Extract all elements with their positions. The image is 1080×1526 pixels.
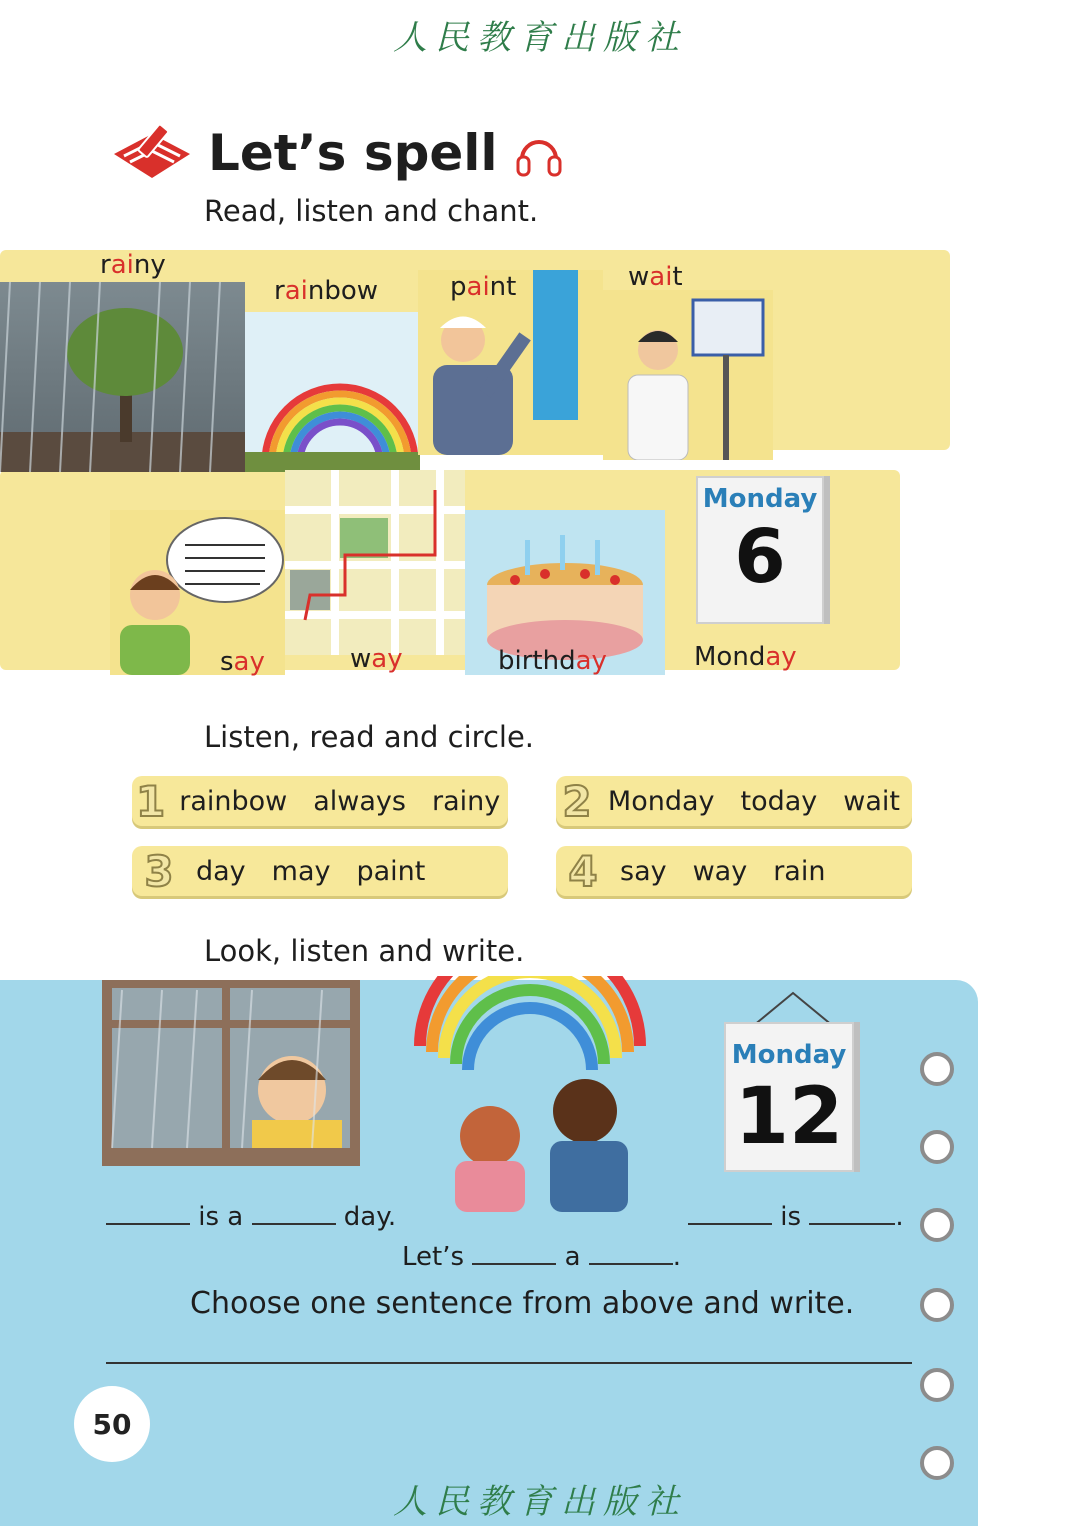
section-title: Let’s spell bbox=[208, 124, 498, 182]
notebook-ring bbox=[920, 1288, 954, 1322]
sentence-text: . bbox=[672, 1242, 682, 1272]
item-number: 1 bbox=[136, 776, 166, 826]
circle-item-1 bbox=[132, 776, 508, 826]
section-heading bbox=[110, 118, 564, 188]
item-number: 3 bbox=[144, 846, 174, 896]
calendar-date: 6 bbox=[734, 514, 786, 600]
circle-item-4 bbox=[556, 846, 912, 896]
item-number: 2 bbox=[562, 776, 592, 826]
calendar-monday-6 bbox=[696, 476, 824, 624]
answer-blank[interactable] bbox=[589, 1243, 673, 1265]
sentence-text: . bbox=[895, 1202, 904, 1232]
circle-word[interactable]: way bbox=[692, 855, 748, 887]
sentence-left bbox=[106, 1202, 396, 1232]
kids-painting-rainbow-picture bbox=[410, 976, 660, 1212]
choose-instruction: Choose one sentence from above and write. bbox=[190, 1286, 855, 1321]
sentence-text: is a bbox=[198, 1202, 244, 1232]
circle-item-3 bbox=[132, 846, 508, 896]
notebook-ring bbox=[920, 1208, 954, 1242]
sentence-text: a bbox=[564, 1242, 581, 1272]
calendar-date: 12 bbox=[734, 1072, 844, 1162]
circle-word[interactable]: may bbox=[271, 855, 331, 887]
circle-instruction: Listen, read and circle. bbox=[204, 720, 535, 754]
write-instruction: Look, listen and write. bbox=[204, 934, 525, 968]
publisher-header: 人民教育出版社 bbox=[393, 18, 687, 58]
answer-blank[interactable] bbox=[106, 1203, 190, 1225]
answer-blank[interactable] bbox=[472, 1243, 556, 1265]
calendar-monday-12 bbox=[724, 1022, 854, 1172]
rainy-picture bbox=[0, 282, 245, 472]
sentence-middle bbox=[402, 1242, 681, 1272]
sentence-text: Let’s bbox=[402, 1242, 465, 1272]
sentence-right bbox=[688, 1202, 904, 1232]
chant-word-rainy: rainy bbox=[100, 250, 166, 280]
item-number: 4 bbox=[568, 846, 598, 896]
chant-word-paint: paint bbox=[450, 272, 517, 302]
circle-word[interactable]: day bbox=[196, 855, 246, 887]
chant-word-rainbow: rainbow bbox=[274, 276, 379, 306]
calendar-day-label: Monday bbox=[731, 1040, 847, 1070]
headphones-icon[interactable] bbox=[514, 125, 564, 181]
chant-word-monday: Monday bbox=[694, 642, 797, 672]
pencil-badge-icon bbox=[110, 120, 194, 186]
publisher-footer: 人民教育出版社 bbox=[393, 1482, 687, 1522]
circle-word[interactable]: always bbox=[313, 785, 406, 817]
notebook-ring bbox=[920, 1052, 954, 1086]
answer-blank[interactable] bbox=[809, 1203, 895, 1225]
writing-line[interactable] bbox=[106, 1362, 912, 1364]
sentence-text: is bbox=[780, 1202, 802, 1232]
wait-picture bbox=[603, 290, 773, 460]
notebook-ring bbox=[920, 1368, 954, 1402]
sentence-text: day. bbox=[343, 1202, 397, 1232]
chant-instruction: Read, listen and chant. bbox=[204, 194, 539, 228]
circle-word[interactable]: today bbox=[740, 785, 818, 817]
answer-blank[interactable] bbox=[252, 1203, 336, 1225]
circle-word[interactable]: rain bbox=[773, 855, 826, 887]
answer-blank[interactable] bbox=[688, 1203, 772, 1225]
calendar-day-label: Monday bbox=[702, 484, 818, 514]
chant-word-birthday: birthday bbox=[498, 646, 607, 676]
chant-word-wait: wait bbox=[628, 262, 683, 292]
circle-word[interactable]: rainbow bbox=[179, 785, 288, 817]
rainbow-picture bbox=[245, 312, 420, 472]
circle-word[interactable]: wait bbox=[843, 785, 900, 817]
chant-word-say: say bbox=[220, 647, 265, 677]
way-picture bbox=[285, 470, 465, 655]
circle-word[interactable]: Monday bbox=[607, 785, 715, 817]
circle-word[interactable]: rainy bbox=[431, 785, 501, 817]
circle-item-2 bbox=[556, 776, 912, 826]
notebook-ring bbox=[920, 1130, 954, 1164]
page-number: 50 bbox=[74, 1386, 150, 1462]
circle-word[interactable]: paint bbox=[356, 855, 426, 887]
circle-word[interactable]: say bbox=[620, 855, 667, 887]
rainy-window-picture bbox=[102, 980, 360, 1166]
chant-word-way: way bbox=[350, 644, 403, 674]
